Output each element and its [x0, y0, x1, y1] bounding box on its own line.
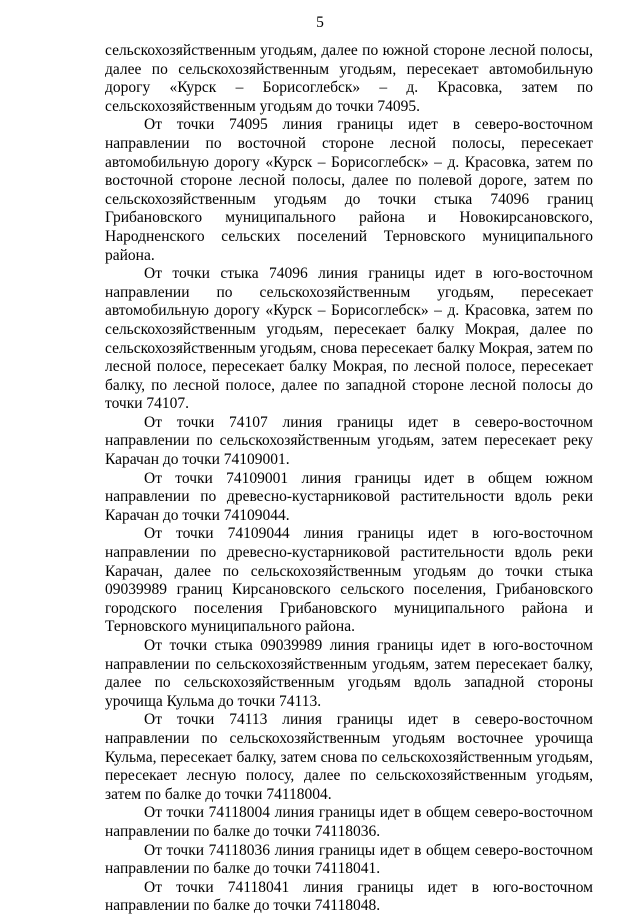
paragraph-point-74109044: От точки 74109044 линия границы идет в юго-восточном направлении по древесно-кустарниковой растительности вдоль реки Карачан, далее по сельскохозяйственным угодьям до точки стыка 09039989 границ Кирсановского сельского поселения, Грибановского городского поселения Грибановского муниципального района и Терновского муниципального района.: [105, 525, 593, 636]
page-number: 5: [316, 14, 324, 31]
paragraph-point-74107: От точки 74107 линия границы идет в северо-восточном направлении по сельскохозяйственным угодьям, затем пересекает реку Карачан до точки 74109001.: [105, 413, 593, 469]
paragraph-point-74118041: От точки 74118041 линия границы идет в юго-восточном направлении по балке до точки 74118048.: [105, 878, 593, 915]
paragraph-point-74113: От точки 74113 линия границы идет в северо-восточном направлении по сельскохозяйственным угодьям восточнее урочища Кульма, пересекает балку, затем снова по сельскохозяйственным угодьям, пересекает лесную полосу, далее по сельскохозяйственным угодьям, затем по балке до точки 74118004.: [105, 711, 593, 803]
paragraph-point-74118036: От точки 74118036 линия границы идет в общем северо-восточном направлении по балке до точки 74118041.: [105, 841, 593, 878]
paragraph-point-74109001: От точки 74109001 линия границы идет в общем южном направлении по древесно-кустарниковой растительности вдоль реки Карачан до точки 74109044.: [105, 469, 593, 524]
document-body: [105, 42, 593, 916]
paragraph-point-74095: От точки 74095 линия границы идет в северо-восточном направлении по восточной стороне лесной полосы, пересекает автомобильную дорогу «Курск – Борисоглебск» – д. Красовка, затем по восточной стороне лесной полосы, далее по полевой дороге, затем по сельскохозяйственным угодьям до точки стыка 74096 границ Грибановского муниципального района и Новокирсановского, Народненского сельских поселений Терновского муниципального района.: [105, 116, 593, 264]
paragraph-point-74096: От точки стыка 74096 линия границы идет в юго-восточном направлении по сельскохозяйственным угодьям, пересекает автомобильную дорогу «Курск – Борисоглебск» – д. Красовка, затем по сельскохозяйственным угодьям, пересекает балку Мокрая, далее по сельскохозяйственным угодьям, снова пересекает балку Мокрая, затем по лесной полосе, пересекает балку Мокрая, по лесной полосе, пересекает балку, по лесной полосе, далее по западной стороне лесной полосы до точки 74107.: [105, 265, 593, 413]
paragraph-continuation: сельскохозяйственным угодьям, далее по южной стороне лесной полосы, далее по сельскохозяйственным угодьям, пересекает автомобильную дорогу «Курск – Борисоглебск» – д. Красовка, затем по сельскохозяйственным угодьям до точки 74095.: [105, 42, 593, 115]
paragraph-point-74118004: От точки 74118004 линия границы идет в общем северо-восточном направлении по балке до точки 74118036.: [105, 804, 593, 840]
paragraph-point-09039989: От точки стыка 09039989 линия границы идет в юго-восточном направлении по сельскохозяйственным угодьям, затем пересекает балку, далее по сельскохозяйственным угодьям вдоль западной стороны урочища Кульма до точки 74113.: [105, 637, 593, 710]
